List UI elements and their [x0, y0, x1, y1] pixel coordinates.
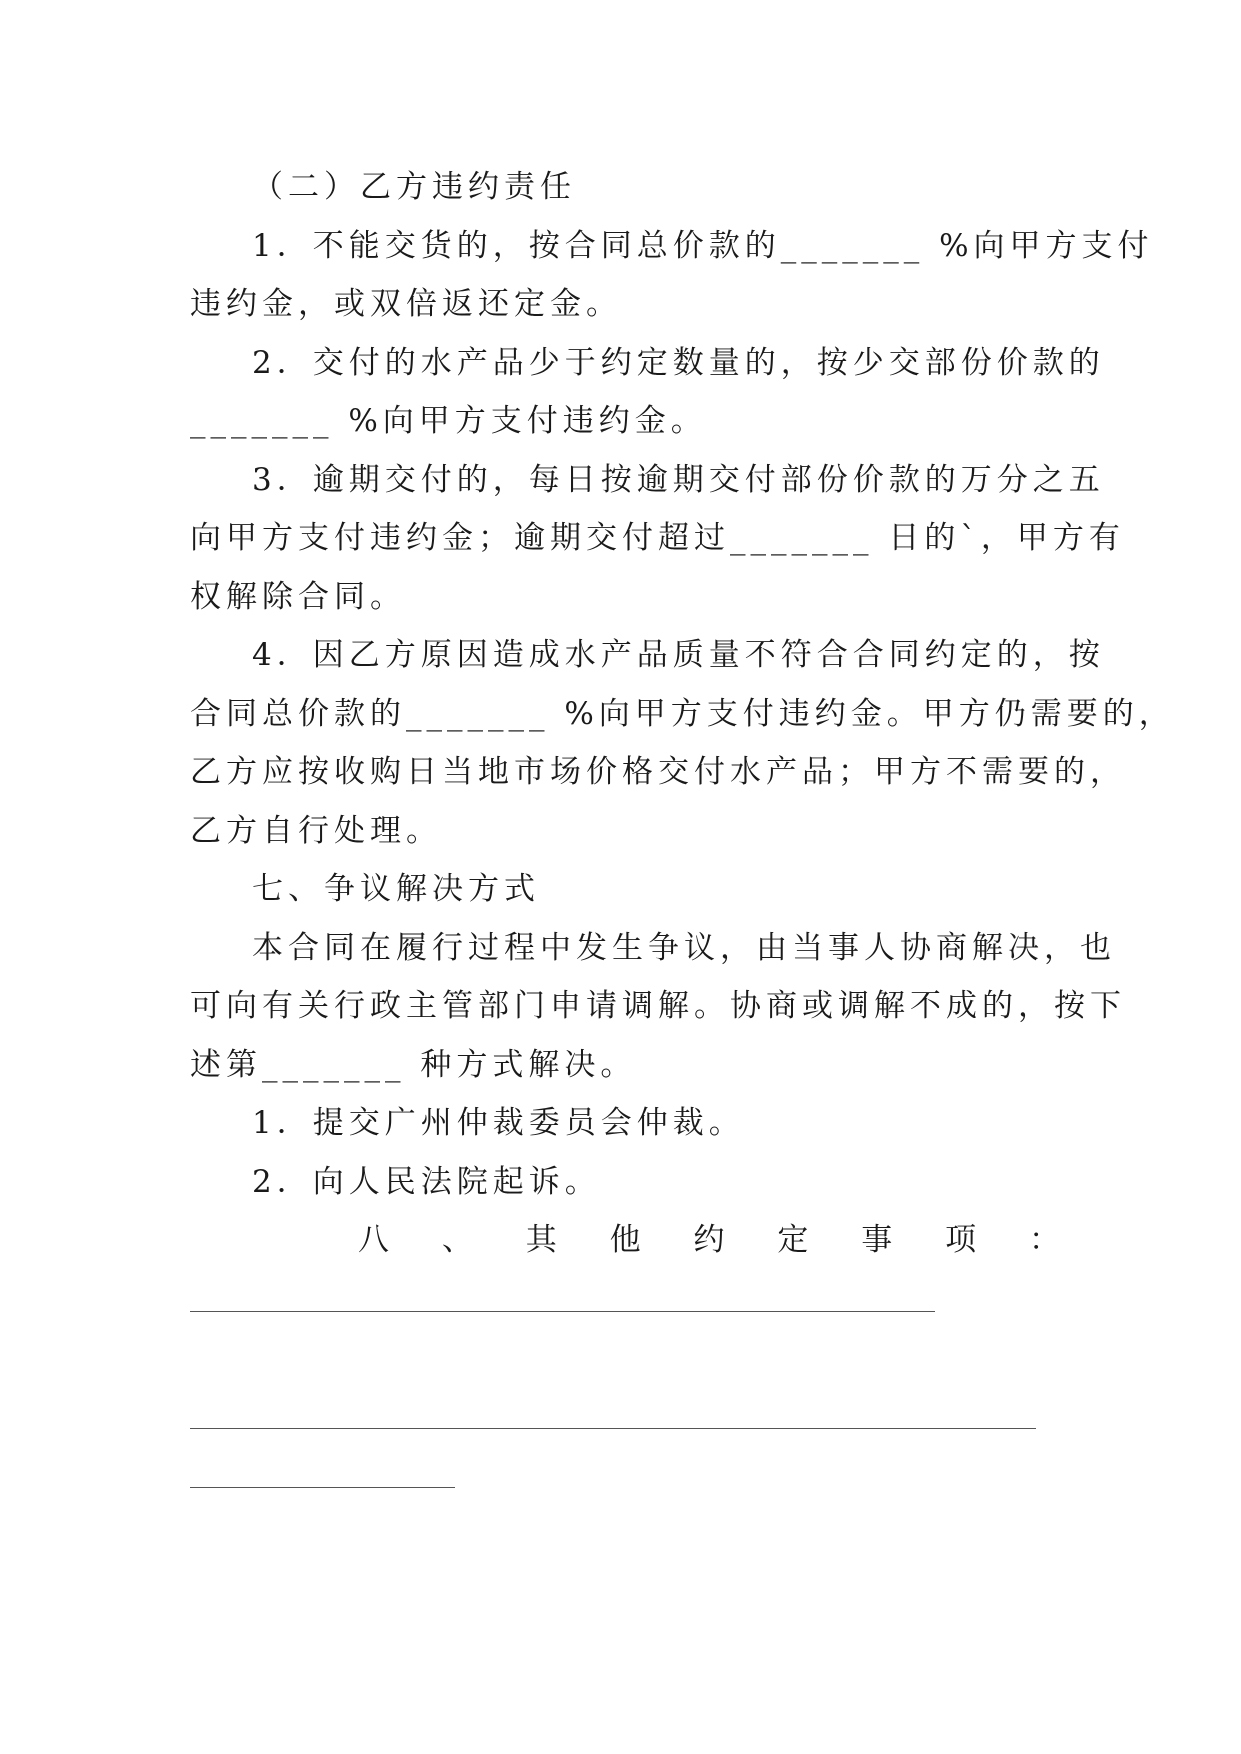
paragraph-line: 权解除合同。	[190, 578, 406, 615]
paragraph-line: 1．不能交货的，按合同总价款的_______ %向甲方支付	[252, 227, 1154, 264]
list-item-court: 2．向人民法院起诉。	[252, 1163, 601, 1200]
heading-char: 项	[945, 1222, 977, 1258]
paragraph-line: 乙方应按收购日当地市场价格交付水产品；甲方不需要的，	[190, 754, 1126, 790]
heading-char: 他	[609, 1222, 641, 1258]
paragraph-line: 向甲方支付违约金；逾期交付超过_______ 日的`，甲方有	[190, 520, 1125, 556]
fill-in-blank-line	[190, 1311, 935, 1312]
fill-in-blank-line	[190, 1428, 1036, 1429]
list-item-arbitration: 1．提交广州仲裁委员会仲裁。	[252, 1105, 745, 1141]
fill-in-blank-line	[190, 1487, 455, 1488]
heading-char: 、	[441, 1222, 473, 1258]
paragraph-line: 4．因乙方原因造成水产品质量不符合合同约定的，按	[252, 637, 1105, 673]
paragraph-line: 2．交付的水产品少于约定数量的，按少交部份价款的	[252, 344, 1105, 381]
paragraph-line: 合同总价款的_______ %向甲方支付违约金。甲方仍需要的，	[190, 695, 1175, 732]
section-heading-party-b-liability: （二）乙方违约责任	[252, 169, 576, 205]
section-heading-dispute-resolution: 七、争议解决方式	[252, 871, 540, 907]
document-body	[190, 158, 1175, 1270]
paragraph-line: 述第_______ 种方式解决。	[190, 1046, 637, 1083]
paragraph-line: 乙方自行处理。	[190, 812, 442, 849]
section-heading-other-terms	[190, 1211, 1060, 1270]
paragraph-line: 可向有关行政主管部门申请调解。协商或调解不成的，按下	[190, 988, 1126, 1024]
paragraph-line: 本合同在履行过程中发生争议，由当事人协商解决，也	[252, 929, 1116, 966]
heading-char: 八	[358, 1222, 389, 1258]
heading-char: 约	[693, 1222, 725, 1258]
paragraph-line: _______ %向甲方支付违约金。	[190, 403, 707, 439]
heading-char: 事	[861, 1222, 893, 1258]
paragraph-line: 违约金，或双倍返还定金。	[190, 286, 622, 322]
paragraph-line: 3．逾期交付的，每日按逾期交付部份价款的万分之五	[252, 461, 1105, 498]
heading-char: 定	[777, 1222, 809, 1258]
heading-char: ：	[1029, 1222, 1060, 1258]
heading-char: 其	[525, 1222, 557, 1258]
